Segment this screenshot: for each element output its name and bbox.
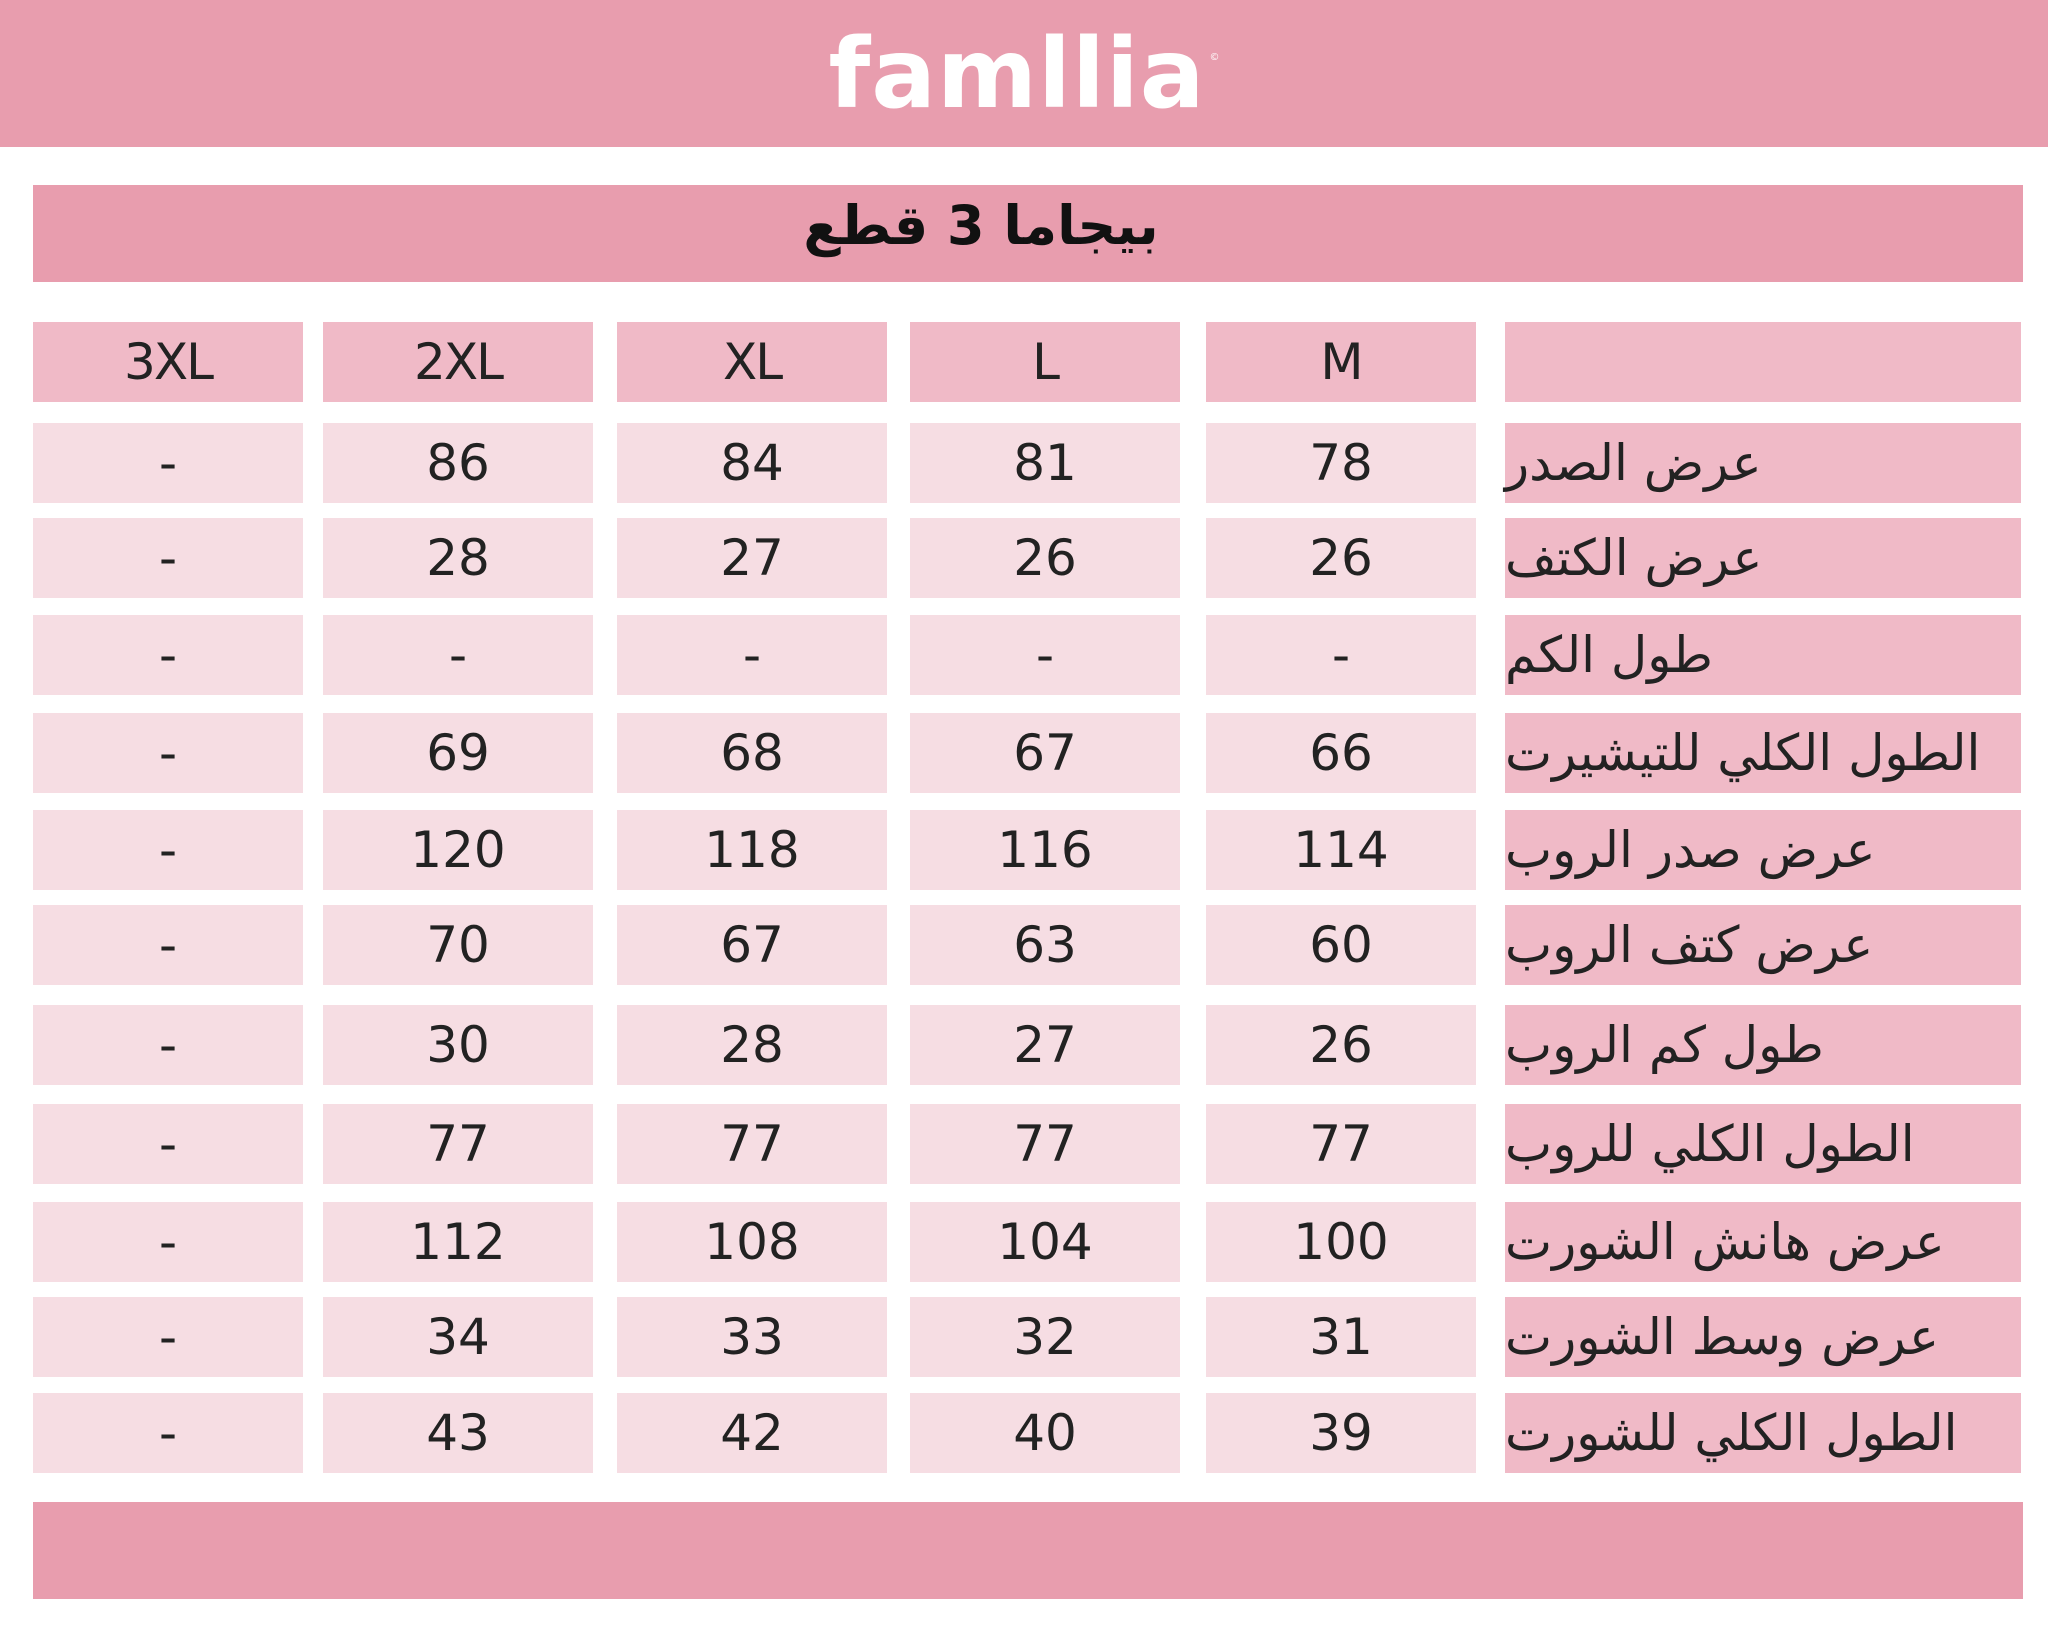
table-cell: - (33, 1297, 303, 1377)
row-label: عرض الكتف (1505, 518, 2021, 598)
table-cell: 28 (617, 1005, 887, 1085)
table-cell: 77 (617, 1104, 887, 1184)
table-cell: 108 (617, 1202, 887, 1282)
table-cell: 60 (1206, 905, 1476, 985)
table-cell: 118 (617, 810, 887, 890)
table-cell: 26 (1206, 518, 1476, 598)
table-cell: - (33, 1104, 303, 1184)
row-label: الطول الكلي للروب (1505, 1104, 2021, 1184)
table-cell: - (323, 615, 593, 695)
column-header: M (1206, 322, 1476, 402)
column-header: L (910, 322, 1180, 402)
table-cell: 116 (910, 810, 1180, 890)
table-cell: - (33, 905, 303, 985)
table-cell: 43 (323, 1393, 593, 1473)
table-cell: 120 (323, 810, 593, 890)
table-cell: - (33, 713, 303, 793)
table-cell: 70 (323, 905, 593, 985)
table-cell: 31 (1206, 1297, 1476, 1377)
column-header: XL (617, 322, 887, 402)
table-cell: 104 (910, 1202, 1180, 1282)
table-cell: 68 (617, 713, 887, 793)
table-cell: - (33, 1005, 303, 1085)
table-cell: 42 (617, 1393, 887, 1473)
table-cell: 26 (910, 518, 1180, 598)
row-label: عرض هانش الشورت (1505, 1202, 2021, 1282)
table-cell: 63 (910, 905, 1180, 985)
row-label: عرض وسط الشورت (1505, 1297, 2021, 1377)
table-cell: 66 (1206, 713, 1476, 793)
table-cell: - (33, 810, 303, 890)
table-cell: 77 (323, 1104, 593, 1184)
table-cell: 86 (323, 423, 593, 503)
table-cell: 34 (323, 1297, 593, 1377)
column-header: 2XL (323, 322, 593, 402)
brand-logo (0, 0, 2048, 147)
table-cell: 77 (910, 1104, 1180, 1184)
row-label: الطول الكلي للتيشيرت (1505, 713, 2021, 793)
table-cell: - (910, 615, 1180, 695)
table-cell: 112 (323, 1202, 593, 1282)
brand-logo-text: famllia (828, 17, 1206, 130)
row-label: عرض صدر الروب (1505, 810, 2021, 890)
table-cell: 26 (1206, 1005, 1476, 1085)
row-label: عرض الصدر (1505, 423, 2021, 503)
table-cell: 84 (617, 423, 887, 503)
table-cell: 77 (1206, 1104, 1476, 1184)
table-cell: - (1206, 615, 1476, 695)
table-cell: 100 (1206, 1202, 1476, 1282)
table-cell: 32 (910, 1297, 1180, 1377)
table-cell: 67 (910, 713, 1180, 793)
table-cell: - (33, 615, 303, 695)
row-label: طول كم الروب (1505, 1005, 2021, 1085)
column-header: 3XL (33, 322, 303, 402)
table-cell: 27 (910, 1005, 1180, 1085)
table-cell: 69 (323, 713, 593, 793)
header-cell-empty (1505, 322, 2021, 402)
table-cell: 67 (617, 905, 887, 985)
footer-bar (33, 1502, 2023, 1599)
page-title: بيجاما 3 قطع (803, 193, 1159, 257)
table-cell: 114 (1206, 810, 1476, 890)
table-cell: 39 (1206, 1393, 1476, 1473)
table-cell: 81 (910, 423, 1180, 503)
table-cell: 40 (910, 1393, 1180, 1473)
row-label: طول الكم (1505, 615, 2021, 695)
table-cell: - (33, 1393, 303, 1473)
table-cell: - (33, 1202, 303, 1282)
table-cell: - (617, 615, 887, 695)
registered-mark: © (1209, 52, 1220, 63)
table-cell: 33 (617, 1297, 887, 1377)
table-cell: 27 (617, 518, 887, 598)
table-cell: 78 (1206, 423, 1476, 503)
table-cell: - (33, 518, 303, 598)
row-label: عرض كتف الروب (1505, 905, 2021, 985)
table-cell: 28 (323, 518, 593, 598)
row-label: الطول الكلي للشورت (1505, 1393, 2021, 1473)
table-cell: - (33, 423, 303, 503)
table-cell: 30 (323, 1005, 593, 1085)
